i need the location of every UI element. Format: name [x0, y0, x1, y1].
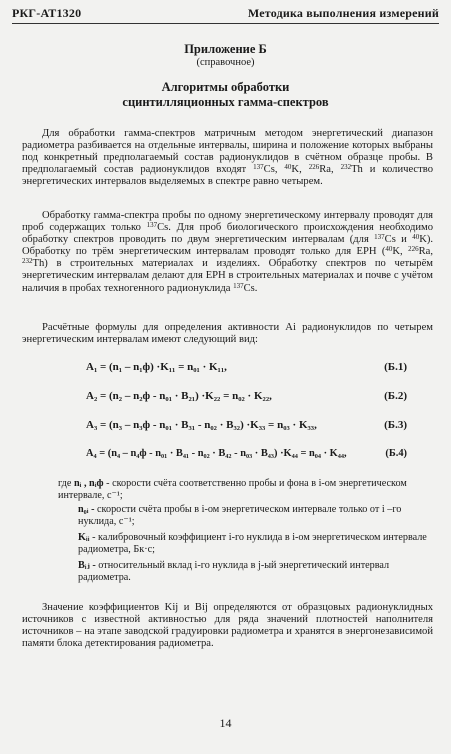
formula-b1 — [86, 361, 407, 373]
formula-expression: A₁ = (n₁ – n₁ф) ·K₁₁ = n₀₁ · K₁₁, — [86, 361, 227, 373]
paragraph-2-text-f: Ra, — [418, 246, 433, 258]
formula-b4 — [86, 448, 407, 459]
paragraph-2-text-e: K, — [392, 246, 409, 258]
isotope-mass-cs: 137 — [146, 221, 158, 230]
isotope-mass-k: 40 — [385, 245, 393, 254]
document-title-line-1: Алгоритмы обработки — [161, 80, 290, 94]
page-number: 14 — [219, 716, 232, 730]
formula-b2 — [86, 390, 407, 402]
paragraph-1-text-c: K, — [291, 164, 309, 176]
paragraph-2 — [22, 210, 433, 295]
isotope-mass-cs: 137 — [233, 281, 244, 290]
isotope-mass-cs: 137 — [253, 163, 264, 172]
paragraph-1-text-b: Cs, — [263, 164, 285, 176]
document-title-line-2: сцинтилляционных гамма-спектров — [122, 95, 329, 109]
page-header — [12, 6, 439, 24]
definition-symbol: Kᵢᵢ — [78, 532, 90, 543]
paragraph-2-text-d: K). Обработку по трём энергетическим интервалам проводят только для ЕРН ( — [22, 234, 434, 258]
definition-n-i — [58, 478, 431, 502]
paragraph-1 — [22, 128, 433, 188]
formula-expression: A₃ = (n₃ – n₃ф - n₀₁ · B₃₁ - n₀₂ · B₃₂) ·K₃₃ = n₀₃ · K₃₃, — [86, 419, 317, 431]
appendix-title: Приложение Б — [184, 42, 267, 56]
definition-b-ij — [78, 560, 431, 584]
formula-number: (Б.3) — [384, 419, 407, 431]
formula-b3 — [86, 419, 407, 431]
paragraph-2-text-g: Th) в строительных материалах и изделиях. Обработку спектров по четырём энергетическим интервалам делают для ЕРН в строительных материалах и почве с учётом наличия в пробах техногенного радионуклида — [22, 258, 433, 294]
isotope-mass-cs: 137 — [374, 233, 385, 242]
formula-number: (Б.1) — [384, 361, 407, 373]
paragraph-2-text-c: Cs и — [384, 234, 413, 246]
isotope-mass-th: 232 — [22, 257, 33, 266]
header-doc-name: Методика выполнения измерений — [247, 6, 439, 20]
isotope-mass-k: 40 — [284, 163, 292, 172]
paragraph-2-text-b: Cs. Для проб биологического происхождения необходимо обработку спектров проводить по двум энергетическим интервалам (для — [22, 222, 434, 246]
paragraph-1-text-e: Th и количество энергетических интервалов выделяемых в спектре равно четырем. — [22, 164, 433, 188]
paragraph-2-text-h: Cs. — [243, 282, 258, 294]
isotope-mass-ra: 226 — [308, 163, 320, 172]
isotope-mass-th: 232 — [340, 163, 352, 172]
paragraph-1-text-d: Ra, — [319, 164, 341, 176]
formula-expression: A₂ = (n₂ – n₂ф - n₀₁ · B₂₁) ·K₂₂ = n₀₂ · K₂₂, — [86, 390, 272, 402]
isotope-mass-ra: 226 — [408, 245, 419, 254]
paragraph-1-text-a: Для обработки гамма-спектров матричным методом энергетический диапазон радиометра разбивается на отдельные интервалы, ширина и положение которых выбраны под конкретный предполагаемый состав радионуклидов в счётном образце пробы. В предполагаемый состав радионуклидов входят — [22, 128, 433, 176]
definition-text: - скорости счёта соответственно пробы и фона в i-ом энергетическом интервале, с⁻¹; — [58, 478, 407, 501]
formula-number: (Б.4) — [385, 448, 407, 459]
paragraph-3: Расчётные формулы для определения активности Ai радионуклидов по четырем энергетическим интервалам имеют следующий вид: — [22, 322, 433, 346]
definition-symbol: nᵢ , nᵢф — [73, 478, 104, 489]
paragraph-4: Значение коэффициентов Kij и Bij определяются от образцовых радионуклидных источников с известной активностью для ряда значений плотностей наполнителя источников – на этапе заводской градуировки радиометра и хранятся в энергонезависимой памяти блока детектирования радиометра. — [22, 602, 433, 650]
definition-text: относительный вклад i-го нуклида в j-ый энергетический интервал радиометра. — [78, 560, 390, 583]
isotope-mass-k: 40 — [412, 233, 420, 242]
definition-n0-i — [78, 504, 431, 528]
formula-number: (Б.2) — [384, 390, 407, 402]
header-device-name: РКГ-АТ1320 — [12, 6, 82, 20]
definition-k-ii — [78, 532, 431, 556]
appendix-note: (справочное) — [196, 57, 255, 68]
paragraph-2-text-a: Обработку гамма-спектра пробы по одному энергетическому интервалу проводят для проб содержащих только — [22, 210, 433, 234]
formula-expression: A₄ = (n₄ – n₄ф - n₀₁ · B₄₁ - n₀₂ · B₄₂ - n₀₃ · B₄₃) ·K₄₄ = n₀₄ · K₄₄, — [86, 448, 347, 459]
definition-text: - калибровочный коэффициент i-го нуклида в i-ом энергетическом интервале радиометра, Бк·с; — [78, 532, 427, 555]
document-title — [0, 80, 451, 110]
definition-text: скорости счёта пробы в i-ом энергетическом интервале только от i –го нуклида, с⁻¹; — [78, 504, 402, 527]
definition-symbol: Bᵢⱼ - — [78, 560, 96, 571]
definition-symbol: n₀ᵢ - — [78, 504, 95, 515]
definition-where: где — [58, 478, 72, 489]
